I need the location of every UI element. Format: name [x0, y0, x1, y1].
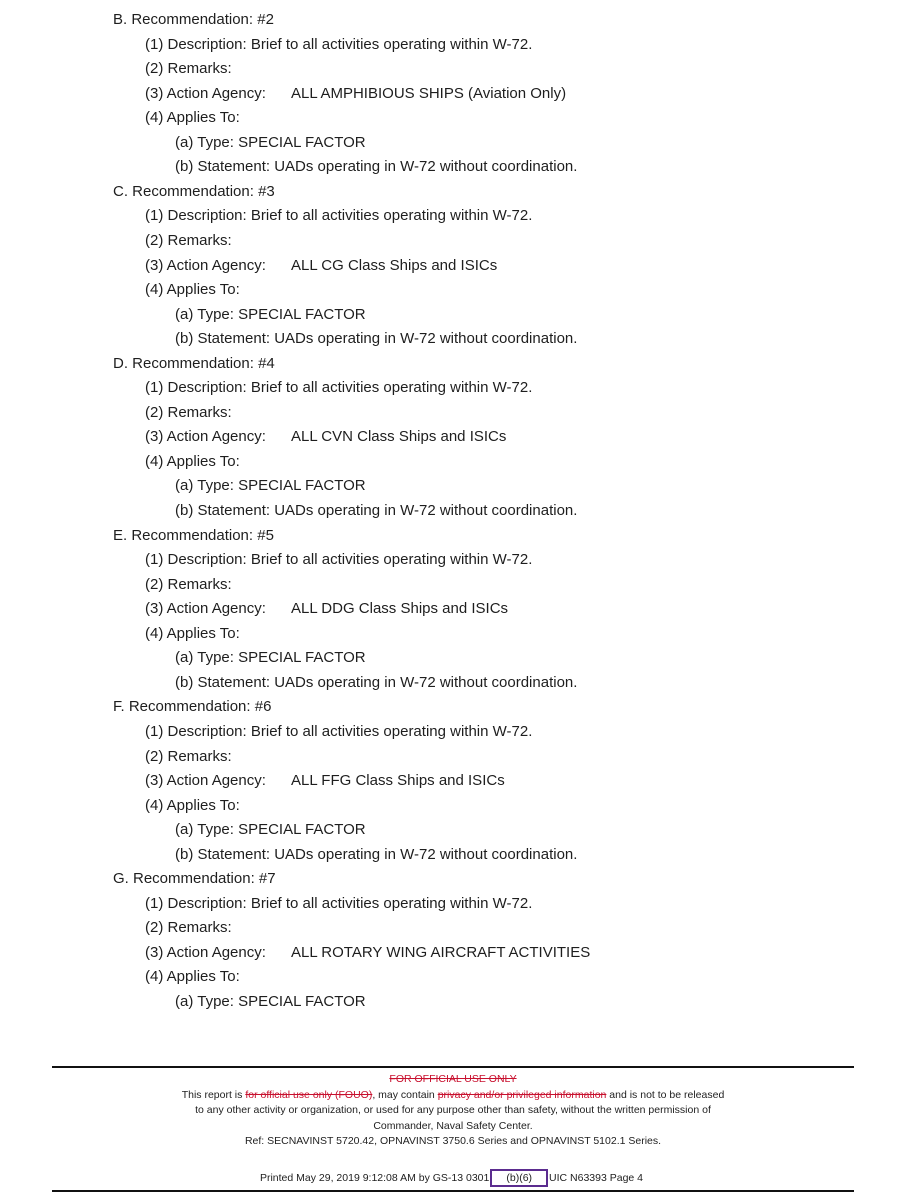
printed-suffix: UIC N63393 Page 4 [549, 1172, 644, 1184]
applies-to-line: (4) Applies To: [145, 624, 240, 642]
action-agency-value: ALL CVN Class Ships and ISICs [291, 428, 507, 446]
statement-line: (b) Statement: UADs operating in W-72 without coordination. [175, 502, 578, 519]
action-agency-value: ALL ROTARY WING AIRCRAFT ACTIVITIES [291, 943, 591, 961]
action-agency-label: (3) Action Agency: [145, 428, 266, 446]
remarks-line: (2) Remarks: [145, 231, 232, 249]
notice-line-3: Commander, Naval Safety Center. [373, 1119, 533, 1132]
action-agency-line [145, 256, 498, 275]
description-line: (1) Description: Brief to all activities operating within W-72. [145, 722, 533, 740]
description-line: (1) Description: Brief to all activities operating within W-72. [145, 207, 533, 225]
action-agency-label: (3) Action Agency: [145, 600, 266, 618]
type-line: (a) Type: SPECIAL FACTOR [175, 821, 366, 839]
notice-line-1 [52, 1088, 854, 1104]
fouo-heading [52, 1072, 854, 1088]
action-agency-value: ALL AMPHIBIOUS SHIPS (Aviation Only) [291, 84, 567, 102]
action-agency-value: ALL DDG Class Ships and ISICs [291, 600, 509, 618]
type-line: (a) Type: SPECIAL FACTOR [175, 305, 366, 323]
remarks-line: (2) Remarks: [145, 575, 232, 593]
applies-to-line: (4) Applies To: [145, 109, 240, 127]
action-agency-value: ALL CG Class Ships and ISICs [291, 256, 498, 274]
action-agency-label: (3) Action Agency: [145, 84, 266, 102]
notice-suffix: and is not to be released [606, 1088, 725, 1101]
applies-to-line: (4) Applies To: [145, 281, 240, 299]
statement-line: (b) Statement: UADs operating in W-72 without coordination. [175, 330, 578, 348]
notice-strike-fouo: for official use only (FOUO) [245, 1088, 373, 1101]
footer-bottom-rule [52, 1190, 854, 1192]
statement-line: (b) Statement: UADs operating in W-72 without coordination. [175, 673, 578, 691]
notice-strike-privacy: privacy and/or privileged information [437, 1088, 607, 1101]
action-agency-line [145, 772, 505, 790]
applies-to-line: (4) Applies To: [145, 796, 240, 814]
action-agency-label: (3) Action Agency: [145, 943, 266, 961]
description-line: (1) Description: Brief to all activities operating within W-72. [145, 551, 533, 569]
remarks-line: (2) Remarks: [145, 747, 232, 765]
applies-to-line: (4) Applies To: [145, 968, 240, 986]
notice-prefix: This report is [181, 1088, 246, 1101]
recommendation-heading: G. Recommendation: #7 [113, 870, 276, 888]
reference-line: Ref: SECNAVINST 5720.42, OPNAVINST 3750.6 Series and OPNAVINST 5102.1 Series. [244, 1135, 662, 1147]
printed-line [0, 1169, 903, 1187]
fouo-heading-text: FOR OFFICIAL USE ONLY [389, 1073, 517, 1085]
type-line: (a) Type: SPECIAL FACTOR [175, 477, 366, 495]
redaction-box: (b)(6) [490, 1169, 548, 1187]
remarks-line: (2) Remarks: [145, 403, 232, 421]
action-agency-label: (3) Action Agency: [145, 256, 266, 274]
footer-top-rule [52, 1066, 854, 1068]
recommendation-heading: C. Recommendation: #3 [113, 182, 275, 200]
notice-mid: , may contain [372, 1088, 438, 1101]
action-agency-line [145, 84, 567, 103]
type-line: (a) Type: SPECIAL FACTOR [175, 993, 366, 1010]
description-line: (1) Description: Brief to all activities operating within W-72. [145, 894, 533, 912]
recommendation-heading: B. Recommendation: #2 [113, 11, 274, 28]
remarks-line: (2) Remarks: [145, 919, 232, 937]
statement-line: (b) Statement: UADs operating in W-72 without coordination. [175, 845, 578, 863]
action-agency-value: ALL FFG Class Ships and ISICs [291, 772, 505, 790]
notice-line-2: to any other activity or organization, or used for any purpose other than safety, without the written permission of [195, 1104, 711, 1116]
description-line: (1) Description: Brief to all activities operating within W-72. [145, 35, 533, 53]
recommendation-heading: D. Recommendation: #4 [113, 354, 275, 372]
recommendation-heading: F. Recommendation: #6 [113, 698, 272, 716]
type-line: (a) Type: SPECIAL FACTOR [175, 649, 366, 667]
printed-prefix: Printed May 29, 2019 9:12:08 AM by GS-13 0301 [259, 1172, 490, 1184]
applies-to-line: (4) Applies To: [145, 452, 240, 470]
footer-notice [52, 1072, 854, 1150]
type-line: (a) Type: SPECIAL FACTOR [175, 133, 366, 151]
action-agency-line [145, 600, 509, 618]
recommendation-heading: E. Recommendation: #5 [113, 526, 274, 544]
description-line: (1) Description: Brief to all activities operating within W-72. [145, 379, 533, 397]
action-agency-label: (3) Action Agency: [145, 772, 266, 790]
action-agency-line [145, 428, 507, 446]
statement-line: (b) Statement: UADs operating in W-72 without coordination. [175, 158, 578, 176]
action-agency-line [145, 943, 591, 962]
remarks-line: (2) Remarks: [145, 60, 232, 78]
